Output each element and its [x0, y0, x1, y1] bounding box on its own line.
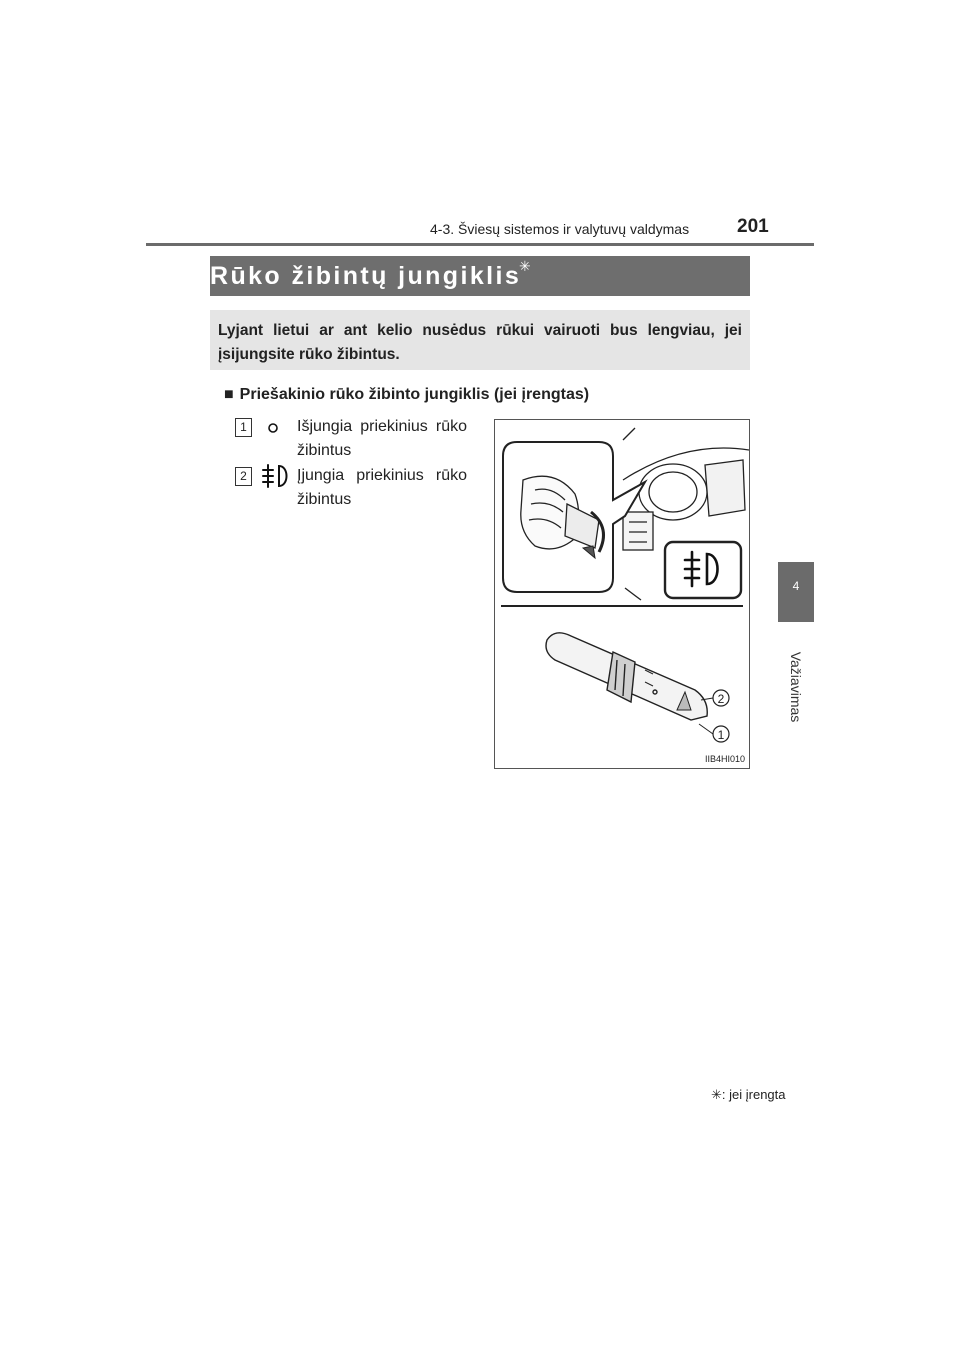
- figure-fog-light-switch: [494, 419, 750, 769]
- square-bullet-icon: ■: [224, 386, 234, 403]
- figure-code: IIB4HI010: [704, 754, 745, 764]
- footnote: [711, 1087, 786, 1103]
- section-title-bar: [210, 256, 750, 296]
- off-circle-icon: [266, 421, 280, 435]
- chapter-tab: 4: [778, 562, 814, 622]
- header-rule: [146, 243, 814, 246]
- optional-marker-icon: ✳: [711, 1087, 722, 1102]
- switch-illustration: [495, 420, 749, 768]
- optional-marker-icon: ✳: [519, 258, 531, 274]
- chapter-label-text: Važiavimas: [788, 651, 804, 723]
- item-text: Išjungia priekinius rūko žibintus: [297, 418, 467, 459]
- intro-box: [210, 310, 750, 370]
- item-number: 2: [235, 467, 252, 486]
- footnote-text: : jei įrengta: [721, 1087, 786, 1102]
- page-number: 201: [737, 216, 769, 237]
- front-fog-light-icon: [259, 462, 293, 490]
- item-number: 1: [235, 418, 252, 437]
- subheading-text: Priešakinio rūko žibinto jungiklis (jei įrengtas): [239, 386, 590, 403]
- figure-callout: 1: [717, 728, 725, 742]
- running-header: 4-3. Šviesų sistemos ir valytuvų valdymas: [430, 221, 690, 237]
- item-text: Įjungia priekinius rūko žibintus: [297, 467, 467, 508]
- chapter-label: [772, 632, 820, 742]
- figure-callout: 2: [717, 692, 725, 706]
- section-title: Rūko žibintų jungiklis: [210, 262, 522, 290]
- subheading: [224, 386, 589, 404]
- intro-text: Lyjant lietui ar ant kelio nusėdus rūkui vairuoti bus lengviau, jei įsijungsite rūko žibintus.: [218, 322, 742, 363]
